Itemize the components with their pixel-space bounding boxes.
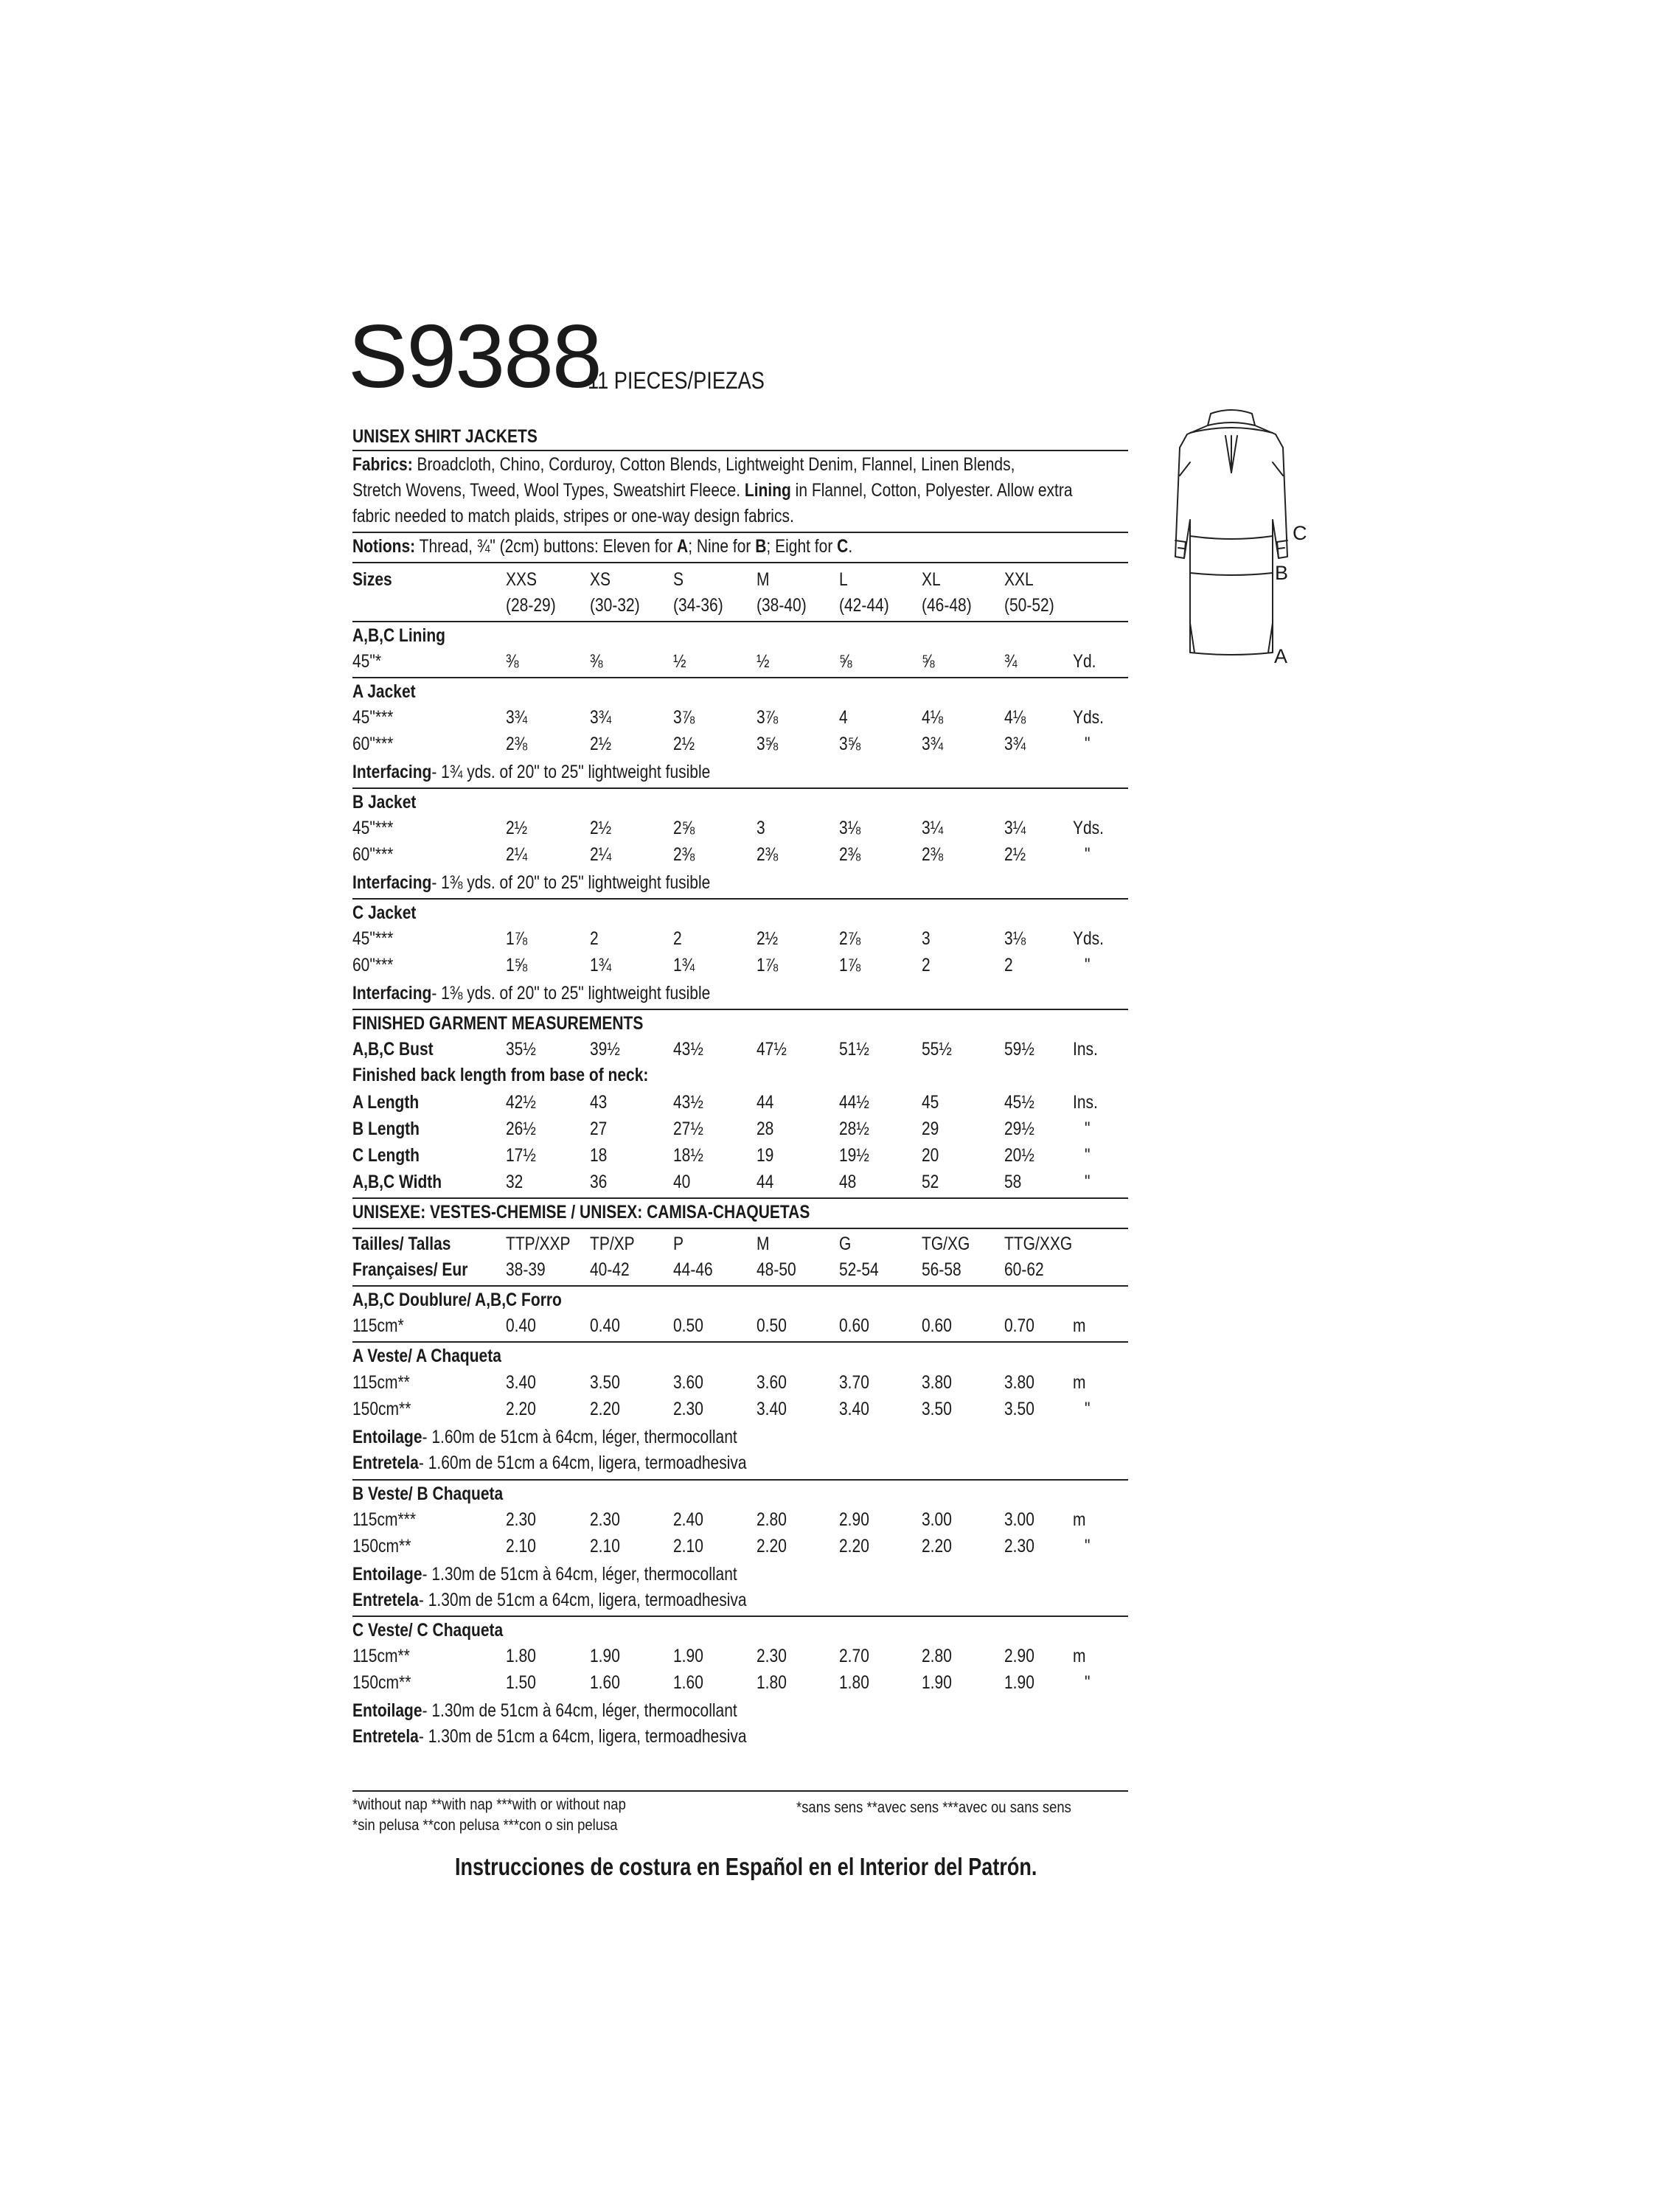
notions-text: ; Nine for xyxy=(688,536,756,557)
lining-heading: A,B,C Lining xyxy=(352,625,445,646)
value-cell: 3.00 xyxy=(922,1509,952,1530)
notions-view-b: B xyxy=(755,536,767,557)
value-cell: 3.80 xyxy=(1004,1372,1034,1393)
value-cell: 18½ xyxy=(673,1145,703,1166)
value-cell: 3.40 xyxy=(839,1399,869,1419)
value-cell: 40 xyxy=(673,1172,691,1192)
fabrics-line-1 xyxy=(352,454,1015,476)
interfacing-text: - 1¾ yds. of 20" to 25" lightweight fusible xyxy=(431,762,711,782)
taille-cell: TTG/XXG xyxy=(1004,1234,1073,1254)
value-cell: 42½ xyxy=(506,1092,536,1113)
fr-size-cell: 44-46 xyxy=(673,1259,713,1280)
divider xyxy=(352,532,1128,533)
value-cell: 2.20 xyxy=(922,1536,952,1557)
value-cell: 2 xyxy=(922,955,931,975)
english-title: UNISEX SHIRT JACKETS xyxy=(352,426,538,447)
entretela-text: - 1.30m de 51cm a 64cm, ligera, termoadhesiva xyxy=(418,1726,747,1747)
value-cell: 1.50 xyxy=(506,1672,536,1693)
view-label-b: B xyxy=(1275,562,1289,584)
value-cell: 1.80 xyxy=(839,1672,869,1693)
pattern-number: S9388 xyxy=(348,306,601,406)
unit-cell: " xyxy=(1085,1672,1091,1693)
value-cell: 2⅜ xyxy=(757,844,779,865)
a-entoilage xyxy=(352,1427,737,1448)
fabrics-label: Fabrics: xyxy=(352,454,413,475)
value-cell: 3.50 xyxy=(590,1372,620,1393)
value-cell: 0.50 xyxy=(673,1315,703,1336)
row-label: 150cm** xyxy=(352,1536,411,1557)
value-cell: 3⅞ xyxy=(673,707,695,728)
notions-label: Notions: xyxy=(352,536,416,557)
value-cell: 2.20 xyxy=(590,1399,620,1419)
row-label: 115cm** xyxy=(352,1372,410,1393)
row-label: A,B,C Bust xyxy=(352,1039,434,1060)
row-label: 45"* xyxy=(352,651,381,672)
value-cell: 2.90 xyxy=(839,1509,869,1530)
size-range-cell: (34-36) xyxy=(673,595,723,616)
size-cell: L xyxy=(839,569,848,590)
value-cell: 19½ xyxy=(839,1145,869,1166)
unit-cell: Yd. xyxy=(1073,651,1096,672)
value-cell: 45½ xyxy=(1004,1092,1034,1113)
value-cell: 39½ xyxy=(590,1039,620,1060)
entoilage-label: Entoilage xyxy=(352,1427,422,1447)
footnote-english: *without nap **with nap ***with or without nap xyxy=(352,1796,626,1813)
value-cell: 1.90 xyxy=(922,1672,952,1693)
value-cell: 2⅞ xyxy=(839,928,861,949)
value-cell: 2.30 xyxy=(590,1509,620,1530)
row-label: A,B,C Width xyxy=(352,1172,442,1192)
value-cell: 35½ xyxy=(506,1039,536,1060)
value-cell: 2.20 xyxy=(506,1399,536,1419)
value-cell: 58 xyxy=(1004,1172,1022,1192)
value-cell: ⅜ xyxy=(590,651,603,672)
c-veste-heading: C Veste/ C Chaqueta xyxy=(352,1620,504,1641)
value-cell: 4⅛ xyxy=(1004,707,1026,728)
value-cell: 51½ xyxy=(839,1039,869,1060)
divider xyxy=(352,450,1128,451)
entretela-label: Entretela xyxy=(352,1590,419,1610)
value-cell: 32 xyxy=(506,1172,524,1192)
value-cell: 55½ xyxy=(922,1039,952,1060)
entretela-text: - 1.60m de 51cm a 64cm, ligera, termoadhesiva xyxy=(418,1453,747,1473)
value-cell: 2¼ xyxy=(506,844,528,865)
divider xyxy=(352,621,1128,622)
piece-count: 11 PIECES/PIEZAS xyxy=(588,367,765,394)
value-cell: 1⅞ xyxy=(839,955,861,975)
value-cell: 29½ xyxy=(1004,1119,1034,1139)
value-cell: 1⅞ xyxy=(757,955,779,975)
value-cell: 2¼ xyxy=(590,844,612,865)
row-label: 150cm** xyxy=(352,1672,411,1693)
a-jacket-heading: A Jacket xyxy=(352,681,416,702)
notions-view-a: A xyxy=(677,536,689,557)
row-label: 115cm* xyxy=(352,1315,404,1336)
size-cell: XXS xyxy=(506,569,538,590)
value-cell: 43½ xyxy=(673,1039,703,1060)
value-cell: 2.30 xyxy=(1004,1536,1034,1557)
taille-cell: TG/XG xyxy=(922,1234,970,1254)
value-cell: 2 xyxy=(673,928,682,949)
divider xyxy=(352,562,1128,563)
row-label: A Length xyxy=(352,1092,420,1113)
value-cell: 3.40 xyxy=(757,1399,787,1419)
value-cell: 29 xyxy=(922,1119,939,1139)
value-cell: 1.90 xyxy=(673,1646,703,1666)
value-cell: 1¾ xyxy=(590,955,612,975)
value-cell: 3⅝ xyxy=(757,734,779,754)
value-cell: 2⅝ xyxy=(673,818,695,838)
value-cell: ½ xyxy=(757,651,770,672)
entoilage-text: - 1.30m de 51cm à 64cm, léger, thermocollant xyxy=(422,1700,737,1721)
value-cell: 3.40 xyxy=(506,1372,536,1393)
entoilage-text: - 1.30m de 51cm à 64cm, léger, thermocollant xyxy=(422,1564,737,1585)
row-label: 45"*** xyxy=(352,928,394,949)
value-cell: 2.80 xyxy=(757,1509,787,1530)
size-range-cell: (38-40) xyxy=(757,595,807,616)
unit-cell: " xyxy=(1085,844,1091,865)
collar-shape xyxy=(1208,410,1255,425)
row-label: 115cm*** xyxy=(352,1509,416,1530)
unit-cell: Yds. xyxy=(1073,707,1105,728)
value-cell: 0.40 xyxy=(506,1315,536,1336)
value-cell: 0.60 xyxy=(839,1315,869,1336)
fabrics-text-1: Broadcloth, Chino, Corduroy, Cotton Blends, Lightweight Denim, Flannel, Linen Blends, xyxy=(412,454,1015,475)
row-label: B Length xyxy=(352,1119,420,1139)
value-cell: 28½ xyxy=(839,1119,869,1139)
value-cell: 1⅝ xyxy=(506,955,528,975)
value-cell: 2.70 xyxy=(839,1646,869,1666)
value-cell: 1¾ xyxy=(673,955,695,975)
unit-cell: Yds. xyxy=(1073,928,1105,949)
metric-title: UNISEXE: VESTES-CHEMISE / UNISEX: CAMISA-CHAQUETAS xyxy=(352,1202,810,1222)
value-cell: 3.70 xyxy=(839,1372,869,1393)
size-range-cell: (30-32) xyxy=(590,595,640,616)
a-veste-heading: A Veste/ A Chaqueta xyxy=(352,1346,501,1366)
divider xyxy=(352,1790,1128,1792)
value-cell: 3⅞ xyxy=(757,707,779,728)
row-label: 60"*** xyxy=(352,844,394,865)
unit-cell: Ins. xyxy=(1073,1039,1098,1060)
value-cell: 2½ xyxy=(757,928,779,949)
fr-size-cell: 38-39 xyxy=(506,1259,546,1280)
value-cell: 44 xyxy=(757,1172,774,1192)
unit-cell: m xyxy=(1073,1315,1086,1336)
value-cell: 2.20 xyxy=(839,1536,869,1557)
notions-text: Thread, ¾" (2cm) buttons: Eleven for xyxy=(415,536,678,557)
divider xyxy=(352,1285,1128,1287)
row-label: 45"*** xyxy=(352,707,394,728)
tailles-label: Tailles/ Tallas xyxy=(352,1234,451,1254)
back-view-illustration xyxy=(1158,402,1305,667)
value-cell: 2.20 xyxy=(757,1536,787,1557)
fabrics-line-3: fabric needed to match plaids, stripes or one-way design fabrics. xyxy=(352,506,794,526)
value-cell: 1.80 xyxy=(506,1646,536,1666)
view-label-a: A xyxy=(1274,645,1288,667)
value-cell: 27½ xyxy=(673,1119,703,1139)
value-cell: 2½ xyxy=(590,818,612,838)
size-range-cell: (46-48) xyxy=(922,595,972,616)
value-cell: 1⅞ xyxy=(506,928,528,949)
fabrics-text-2b: in Flannel, Cotton, Polyester. Allow extra xyxy=(790,480,1073,501)
value-cell: 3.50 xyxy=(1004,1399,1034,1419)
size-cell: XL xyxy=(922,569,941,590)
c-entoilage xyxy=(352,1700,737,1722)
value-cell: 44 xyxy=(757,1092,774,1113)
notions-text: ; Eight for xyxy=(766,536,838,557)
entretela-label: Entretela xyxy=(352,1726,419,1747)
row-label: C Length xyxy=(352,1145,420,1166)
notions-view-c: C xyxy=(837,536,849,557)
unit-cell: m xyxy=(1073,1372,1086,1393)
fr-size-cell: 52-54 xyxy=(839,1259,879,1280)
value-cell: 2½ xyxy=(673,734,695,754)
spanish-instructions-note: Instrucciones de costura en Español en el Interior del Patrón. xyxy=(455,1853,1037,1880)
value-cell: ⅝ xyxy=(922,651,935,672)
notions-line xyxy=(352,536,852,557)
entretela-label: Entretela xyxy=(352,1453,419,1473)
c-jacket-heading: C Jacket xyxy=(352,902,417,923)
fr-size-cell: 48-50 xyxy=(757,1259,796,1280)
taille-cell: TP/XP xyxy=(590,1234,635,1254)
unit-cell: " xyxy=(1085,1119,1091,1139)
value-cell: 3.00 xyxy=(1004,1509,1034,1530)
b-veste-heading: B Veste/ B Chaqueta xyxy=(352,1484,504,1504)
divider xyxy=(352,1228,1128,1229)
taille-cell: G xyxy=(839,1234,852,1254)
fabrics-text-2a: Stretch Wovens, Tweed, Wool Types, Sweatshirt Fleece. xyxy=(352,480,745,501)
interfacing-label: Interfacing xyxy=(352,762,432,782)
value-cell: 0.40 xyxy=(590,1315,620,1336)
footnote-spanish: *sin pelusa **con pelusa ***con o sin pelusa xyxy=(352,1817,618,1834)
size-cell: XXL xyxy=(1004,569,1034,590)
divider xyxy=(352,898,1128,900)
size-range-cell: (50-52) xyxy=(1004,595,1054,616)
unit-cell: " xyxy=(1085,1399,1091,1419)
value-cell: ⅜ xyxy=(506,651,519,672)
value-cell: 4 xyxy=(839,707,848,728)
value-cell: 0.60 xyxy=(922,1315,952,1336)
fabrics-line-2 xyxy=(352,480,1073,501)
value-cell: 3 xyxy=(922,928,931,949)
fr-sizes-label: Françaises/ Eur xyxy=(352,1259,468,1280)
back-length-heading: Finished back length from base of neck: xyxy=(352,1065,649,1085)
c-entretela xyxy=(352,1726,747,1747)
value-cell: 1.60 xyxy=(590,1672,620,1693)
unit-cell: m xyxy=(1073,1646,1086,1666)
row-label: 150cm** xyxy=(352,1399,411,1419)
value-cell: 2⅜ xyxy=(922,844,944,865)
value-cell: 3¾ xyxy=(922,734,944,754)
value-cell: 2 xyxy=(590,928,599,949)
value-cell: 3.80 xyxy=(922,1372,952,1393)
value-cell: 1.60 xyxy=(673,1672,703,1693)
value-cell: 20 xyxy=(922,1145,939,1166)
value-cell: 1.90 xyxy=(590,1646,620,1666)
value-cell: 3¼ xyxy=(1004,818,1026,838)
value-cell: 2.10 xyxy=(673,1536,703,1557)
a-interfacing xyxy=(352,762,710,783)
value-cell: ½ xyxy=(673,651,686,672)
notions-text: . xyxy=(848,536,853,557)
value-cell: 48 xyxy=(839,1172,857,1192)
finished-measurements-heading: FINISHED GARMENT MEASUREMENTS xyxy=(352,1013,644,1034)
value-cell: 3 xyxy=(757,818,765,838)
entretela-text: - 1.30m de 51cm a 64cm, ligera, termoadhesiva xyxy=(418,1590,747,1610)
size-range-cell: (28-29) xyxy=(506,595,556,616)
interfacing-text: - 1⅜ yds. of 20" to 25" lightweight fusible xyxy=(431,983,711,1004)
value-cell: 2⅜ xyxy=(839,844,861,865)
entoilage-text: - 1.60m de 51cm à 64cm, léger, thermocollant xyxy=(422,1427,737,1447)
footnote-french: *sans sens **avec sens ***avec ou sans sens xyxy=(796,1799,1071,1816)
unit-cell: " xyxy=(1085,955,1091,975)
row-label: 60"*** xyxy=(352,734,394,754)
value-cell: 28 xyxy=(757,1119,774,1139)
value-cell: 26½ xyxy=(506,1119,536,1139)
value-cell: 17½ xyxy=(506,1145,536,1166)
value-cell: 2 xyxy=(1004,955,1013,975)
value-cell: 2½ xyxy=(590,734,612,754)
value-cell: 2½ xyxy=(1004,844,1026,865)
value-cell: ⅝ xyxy=(839,651,852,672)
entoilage-label: Entoilage xyxy=(352,1700,422,1721)
row-label: 60"*** xyxy=(352,955,394,975)
divider xyxy=(352,1479,1128,1481)
value-cell: 2.30 xyxy=(673,1399,703,1419)
b-entretela xyxy=(352,1590,747,1611)
value-cell: 0.70 xyxy=(1004,1315,1034,1336)
c-interfacing xyxy=(352,983,710,1004)
value-cell: 2.10 xyxy=(590,1536,620,1557)
value-cell: 2.30 xyxy=(506,1509,536,1530)
b-entoilage xyxy=(352,1564,737,1585)
value-cell: 36 xyxy=(590,1172,608,1192)
value-cell: 3¾ xyxy=(590,707,612,728)
value-cell: 45 xyxy=(922,1092,939,1113)
value-cell: 44½ xyxy=(839,1092,869,1113)
value-cell: 3⅛ xyxy=(1004,928,1026,949)
value-cell: 43½ xyxy=(673,1092,703,1113)
value-cell: 3.60 xyxy=(757,1372,787,1393)
unit-cell: Yds. xyxy=(1073,818,1105,838)
value-cell: 3¾ xyxy=(506,707,528,728)
unit-cell: " xyxy=(1085,1172,1091,1192)
a-entretela xyxy=(352,1453,747,1474)
unit-cell: " xyxy=(1085,1536,1091,1557)
entoilage-label: Entoilage xyxy=(352,1564,422,1585)
unit-cell: " xyxy=(1085,734,1091,754)
value-cell: 59½ xyxy=(1004,1039,1034,1060)
divider xyxy=(352,1009,1128,1010)
divider xyxy=(352,787,1128,789)
divider xyxy=(352,1197,1128,1199)
value-cell: 2⅜ xyxy=(673,844,695,865)
value-cell: 3.50 xyxy=(922,1399,952,1419)
value-cell: 47½ xyxy=(757,1039,787,1060)
divider xyxy=(352,1615,1128,1617)
value-cell: 2.80 xyxy=(922,1646,952,1666)
value-cell: 19 xyxy=(757,1145,774,1166)
value-cell: 52 xyxy=(922,1172,939,1192)
value-cell: 3¾ xyxy=(1004,734,1026,754)
size-cell: S xyxy=(673,569,684,590)
value-cell: 27 xyxy=(590,1119,608,1139)
value-cell: 3¼ xyxy=(922,818,944,838)
interfacing-label: Interfacing xyxy=(352,872,432,893)
divider xyxy=(352,677,1128,678)
value-cell: 2.10 xyxy=(506,1536,536,1557)
unit-cell: Ins. xyxy=(1073,1092,1098,1113)
value-cell: 2½ xyxy=(506,818,528,838)
value-cell: 1.80 xyxy=(757,1672,787,1693)
fr-size-cell: 60-62 xyxy=(1004,1259,1044,1280)
fr-size-cell: 40-42 xyxy=(590,1259,630,1280)
value-cell: 4⅛ xyxy=(922,707,944,728)
value-cell: ¾ xyxy=(1004,651,1018,672)
taille-cell: M xyxy=(757,1234,770,1254)
taille-cell: P xyxy=(673,1234,684,1254)
b-jacket-heading: B Jacket xyxy=(352,792,417,813)
value-cell: 0.50 xyxy=(757,1315,787,1336)
value-cell: 18 xyxy=(590,1145,608,1166)
size-cell: M xyxy=(757,569,770,590)
lining-label: Lining xyxy=(744,480,791,501)
value-cell: 2.30 xyxy=(757,1646,787,1666)
sizes-label: Sizes xyxy=(352,569,392,590)
unit-cell: " xyxy=(1085,1145,1091,1166)
value-cell: 3.60 xyxy=(673,1372,703,1393)
interfacing-label: Interfacing xyxy=(352,983,432,1004)
value-cell: 2.90 xyxy=(1004,1646,1034,1666)
value-cell: 1.90 xyxy=(1004,1672,1034,1693)
fr-size-cell: 56-58 xyxy=(922,1259,961,1280)
value-cell: 43 xyxy=(590,1092,608,1113)
interfacing-text: - 1⅜ yds. of 20" to 25" lightweight fusible xyxy=(431,872,711,893)
b-interfacing xyxy=(352,872,710,894)
size-cell: XS xyxy=(590,569,611,590)
value-cell: 2⅜ xyxy=(506,734,528,754)
value-cell: 3⅛ xyxy=(839,818,861,838)
value-cell: 2.40 xyxy=(673,1509,703,1530)
value-cell: 3⅝ xyxy=(839,734,861,754)
value-cell: 20½ xyxy=(1004,1145,1034,1166)
row-label: 45"*** xyxy=(352,818,394,838)
unit-cell: m xyxy=(1073,1509,1086,1530)
row-label: 115cm** xyxy=(352,1646,410,1666)
view-label-c: C xyxy=(1293,522,1307,544)
divider xyxy=(352,1341,1128,1343)
taille-cell: TTP/XXP xyxy=(506,1234,571,1254)
doublure-heading: A,B,C Doublure/ A,B,C Forro xyxy=(352,1290,562,1310)
size-range-cell: (42-44) xyxy=(839,595,889,616)
